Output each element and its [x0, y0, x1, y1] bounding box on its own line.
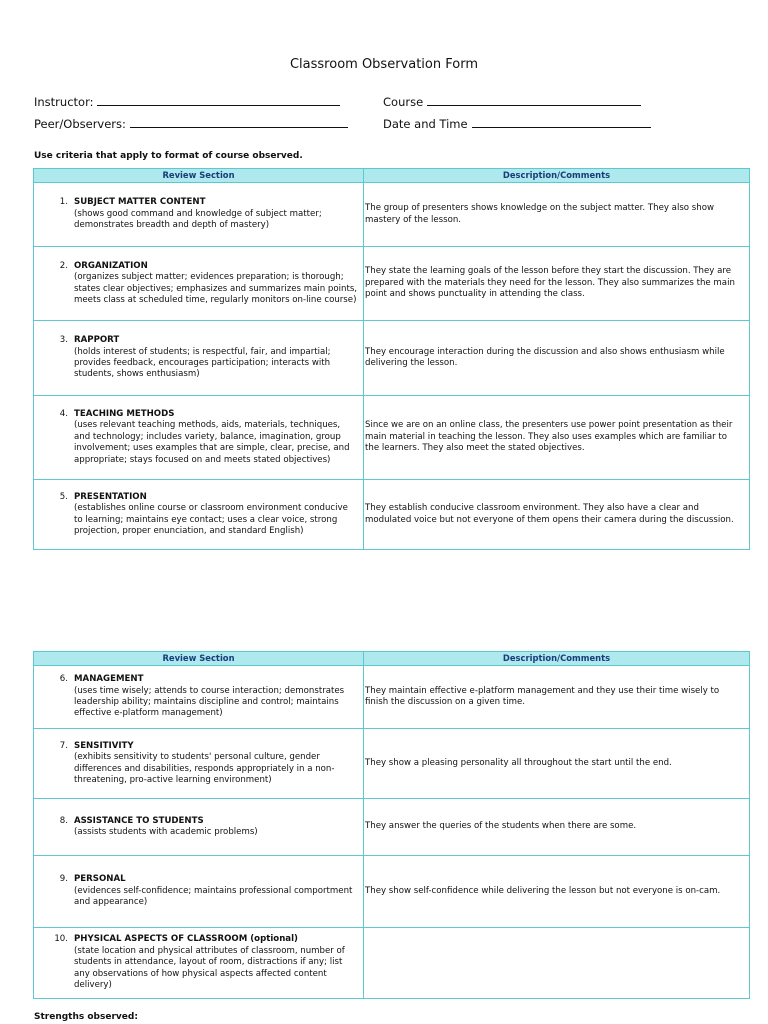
comment-cell[interactable]: They encourage interaction during the discussion and also shows enthusiasm while delivering the lesson. [364, 321, 750, 396]
item-number: 8. [59, 815, 68, 826]
item-detail: (uses relevant teaching methods, aids, materials, techniques, and technology; includes variety, balance, imagination, group involvement; uses examples that are simple, clear, precise, and appropriate; stays focused on and meets stated objectives) [74, 420, 350, 465]
instruction-text: Use criteria that apply to format of course observed. [34, 151, 303, 161]
item-title: PHYSICAL ASPECTS OF CLASSROOM (optional) [74, 934, 298, 945]
item-title: MANAGEMENT [74, 674, 144, 685]
review-table-1 [33, 168, 750, 550]
table-row [34, 247, 750, 321]
item-detail: (holds interest of students; is respectful, fair, and impartial; provides feedback, encourages participation; interacts with students, shows enthusiasm) [74, 346, 331, 380]
date-time-field[interactable] [383, 117, 651, 131]
description-header: Description/Comments [364, 169, 750, 183]
peer-observers-field[interactable] [34, 117, 348, 131]
table-row [34, 321, 750, 396]
item-detail: (evidences self-confidence; maintains professional comportment and appearance) [74, 885, 353, 908]
comment-cell[interactable]: They show a pleasing personality all throughout the start until the end. [364, 729, 750, 799]
item-detail: (exhibits sensitivity to students' personal culture, gender differences and disabilities, responds appropriately in a non-threatening, pro-active learning environment) [74, 752, 335, 785]
item-title: RAPPORT [74, 335, 120, 346]
item-title: TEACHING METHODS [74, 408, 175, 419]
item-detail: (organizes subject matter; evidences preparation; is thorough; states clear objectives; emphasizes and summarizes main points, meets class at scheduled time, regularly monitors on-line course) [74, 272, 358, 305]
comment-cell[interactable]: The group of presenters shows knowledge on the subject matter. They also show mastery of the lesson. [364, 183, 750, 247]
item-detail: (uses time wisely; attends to course interaction; demonstrates leadership ability; maintains discipline and control; maintains effective e-platform management) [74, 685, 345, 719]
item-title: PERSONAL [74, 874, 126, 885]
table-row [34, 928, 750, 999]
item-detail: (establishes online course or classroom environment conducive to learning; maintains eye contact; uses a clear voice, strong projection, proper enunciation, and standard English) [74, 503, 348, 536]
review-table-2 [33, 651, 750, 999]
comment-cell[interactable]: They answer the queries of the students when there are some. [364, 799, 750, 856]
comment-cell[interactable]: They state the learning goals of the lesson before they start the discussion. They are prepared with the materials they need for the lesson. They also summarizes the main point and shows punctuality in attending the class. [364, 247, 750, 321]
description-header: Description/Comments [364, 652, 750, 666]
comment-cell[interactable]: They establish conducive classroom environment. They also have a clear and modulated voice but not everyone of them opens their camera during the discussion. [364, 480, 750, 550]
item-title: PRESENTATION [74, 491, 147, 502]
item-detail: (assists students with academic problems) [74, 827, 258, 837]
item-title: SENSITIVITY [74, 740, 134, 751]
instructor-field[interactable] [34, 95, 340, 109]
item-title: ORGANIZATION [74, 260, 148, 271]
table-row [34, 856, 750, 928]
comment-cell[interactable]: They maintain effective e-platform management and they use their time wisely to finish the discussion on a given time. [364, 666, 750, 729]
review-section-header: Review Section [34, 652, 364, 666]
item-number: 2. [59, 260, 68, 271]
course-field[interactable] [383, 95, 641, 109]
comment-cell[interactable] [364, 928, 750, 999]
form-title: Classroom Observation Form [289, 57, 478, 72]
item-number: 10. [54, 934, 68, 945]
comment-cell[interactable]: They show self-confidence while delivering the lesson but not everyone is on-cam. [364, 856, 750, 928]
item-detail: (shows good command and knowledge of subject matter; demonstrates breadth and depth of mastery) [74, 208, 322, 231]
item-title: SUBJECT MATTER CONTENT [74, 197, 206, 208]
item-number: 3. [59, 335, 68, 346]
table-row [34, 183, 750, 247]
instructor-label: Instructor: [34, 95, 94, 109]
peer-observers-label: Peer/Observers: [34, 117, 126, 131]
review-section-header: Review Section [34, 169, 364, 183]
item-detail: (state location and physical attributes of classroom, number of students in attendance, layout of room, distractions if any; list any observations of how physical aspects affected content delivery) [74, 945, 345, 991]
table-row [34, 480, 750, 550]
item-number: 6. [59, 674, 68, 685]
comment-cell[interactable]: Since we are on an online class, the presenters use power point presentation as their main material in teaching the lesson. They also uses examples which are familiar to the learners. They also meet the stated objectives. [364, 396, 750, 480]
strengths-label: Strengths observed: [34, 1012, 138, 1022]
item-number: 1. [59, 197, 68, 208]
table-row [34, 799, 750, 856]
table-row [34, 729, 750, 799]
item-number: 4. [59, 408, 68, 419]
table-row [34, 396, 750, 480]
date-time-label: Date and Time [383, 117, 468, 131]
item-number: 5. [59, 491, 68, 502]
course-label: Course [383, 95, 424, 109]
table-row [34, 666, 750, 729]
item-number: 9. [59, 874, 68, 885]
item-title: ASSISTANCE TO STUDENTS [74, 815, 204, 826]
item-number: 7. [59, 740, 68, 751]
